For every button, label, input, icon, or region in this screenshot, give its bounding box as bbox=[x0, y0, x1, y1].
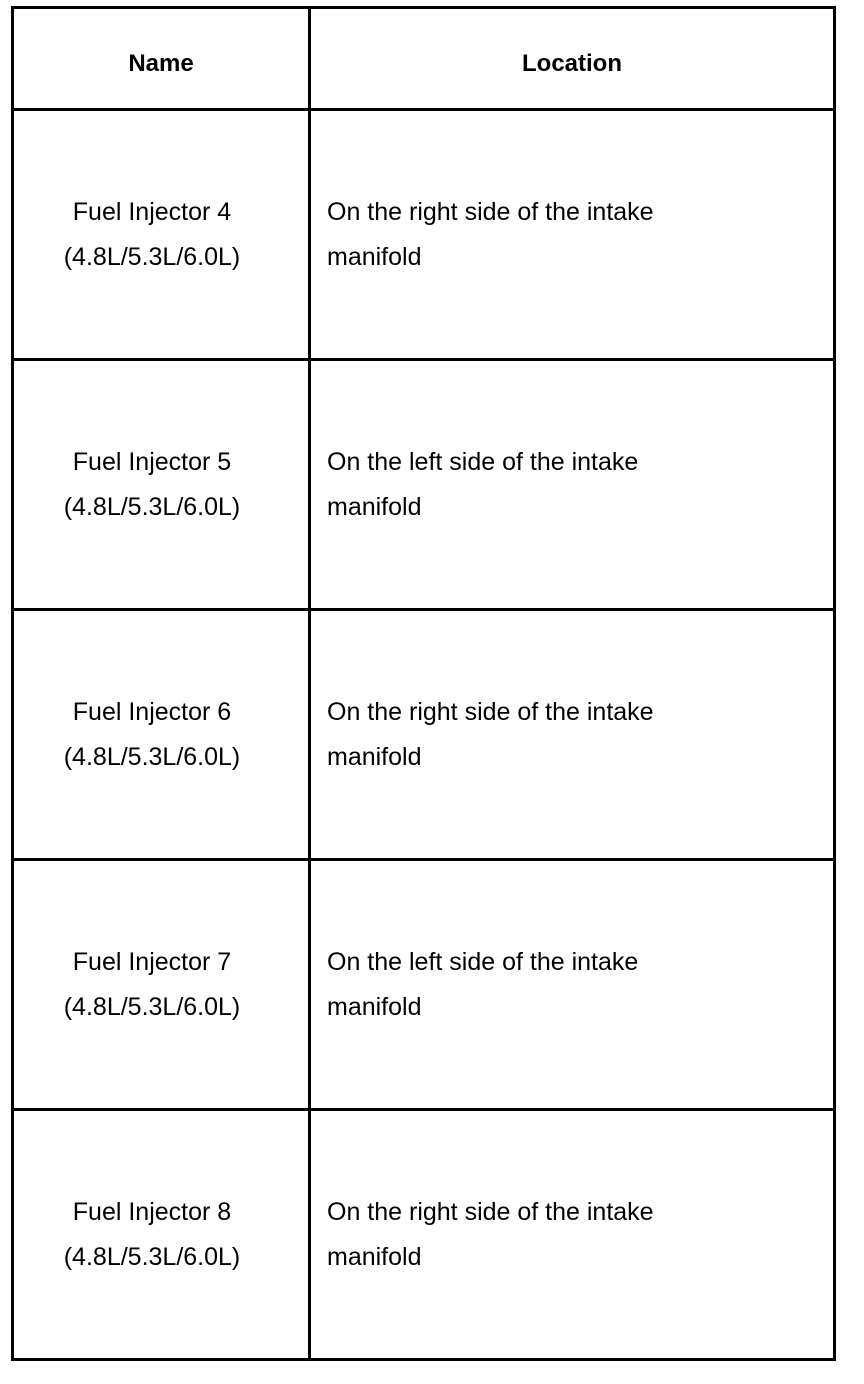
location-text-cont: manifold bbox=[327, 242, 422, 271]
header-location: Location bbox=[310, 8, 835, 110]
name-cell bbox=[13, 360, 310, 610]
table-header-row bbox=[13, 8, 835, 110]
location-cell bbox=[310, 110, 835, 360]
location-cell bbox=[310, 360, 835, 610]
name-cell bbox=[13, 1110, 310, 1360]
location-text-cont: manifold bbox=[327, 742, 422, 771]
location-text-cont: manifold bbox=[327, 492, 422, 521]
component-name: Fuel Injector 5 bbox=[72, 447, 232, 476]
engine-variants: (4.8L/5.3L/6.0L) bbox=[63, 992, 241, 1021]
header-name: Name bbox=[13, 8, 310, 110]
location-cell bbox=[310, 860, 835, 1110]
engine-variants: (4.8L/5.3L/6.0L) bbox=[63, 1242, 241, 1271]
location-text: On the right side of the intake bbox=[327, 1197, 654, 1226]
location-cell bbox=[310, 610, 835, 860]
engine-variants: (4.8L/5.3L/6.0L) bbox=[63, 742, 241, 771]
table-row bbox=[13, 110, 835, 360]
location-text: On the right side of the intake bbox=[327, 197, 654, 226]
table-row bbox=[13, 610, 835, 860]
component-name: Fuel Injector 7 bbox=[72, 947, 232, 976]
component-name: Fuel Injector 4 bbox=[72, 197, 232, 226]
location-text-cont: manifold bbox=[327, 992, 422, 1021]
name-cell bbox=[13, 610, 310, 860]
table-row bbox=[13, 360, 835, 610]
table-row bbox=[13, 1110, 835, 1360]
table-row bbox=[13, 860, 835, 1110]
component-name: Fuel Injector 6 bbox=[72, 697, 232, 726]
name-cell bbox=[13, 110, 310, 360]
engine-variants: (4.8L/5.3L/6.0L) bbox=[63, 492, 241, 521]
location-text: On the right side of the intake bbox=[327, 697, 654, 726]
location-text-cont: manifold bbox=[327, 1242, 422, 1271]
name-cell bbox=[13, 860, 310, 1110]
component-name: Fuel Injector 8 bbox=[72, 1197, 232, 1226]
location-text: On the left side of the intake bbox=[327, 447, 639, 476]
component-location-table bbox=[11, 6, 836, 1361]
engine-variants: (4.8L/5.3L/6.0L) bbox=[63, 242, 241, 271]
location-text: On the left side of the intake bbox=[327, 947, 639, 976]
location-cell bbox=[310, 1110, 835, 1360]
